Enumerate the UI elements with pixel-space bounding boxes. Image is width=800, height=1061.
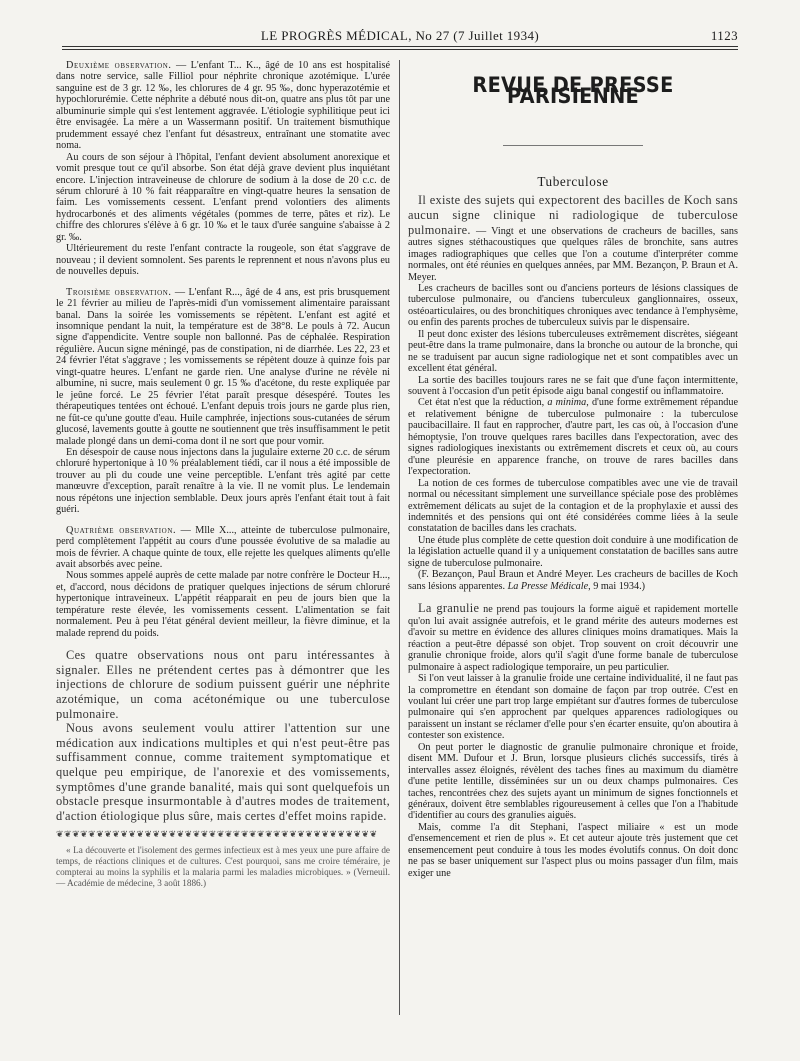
column-divider (399, 60, 400, 1015)
article-koch (408, 193, 738, 283)
article-reference (408, 569, 738, 592)
right-column (408, 60, 738, 879)
observation-label: Quatrième observation. (66, 524, 177, 536)
observation-text: — Mlle X..., atteinte de tuberculose pulmonaire, perd complètement l'appétit au cours d'une poussée évolutive de sa maladie au mois de février. A chaque quinte de toux, elle rejette les quelques aliments qu'elle avait absorbés avec peine. (56, 524, 390, 571)
subsection-title: Tuberculose (537, 173, 609, 189)
reference-journal: La Presse Médicale (507, 580, 589, 592)
article-text: ne prend pas toujours la forme aiguë et rapidement mortelle qu'on lui avait assignée autrefois, et le grand mérite des auteurs modernes est d'avoir su mettre en évidence des allures cliniques moins dramatiques. Mais la réaction a peut-être dépassé son objet. Trop souvent on croit découvrir une granulie chronique froide, alors qu'il s'agit d'une forme banale de tuberculose pulmonaire à aspect radiologique temporaire, un peu particulier. (408, 604, 738, 673)
article-lead: La granulie (418, 601, 480, 616)
ornament-divider: ❦❦❦❦❦❦❦❦❦❦❦❦❦❦❦❦❦❦❦❦❦❦❦❦❦❦❦❦❦❦❦❦❦❦❦❦❦❦❦❦ (56, 829, 378, 840)
article-granulie (408, 601, 738, 673)
article-p4: La sortie des bacilles toujours rares ne se fait que d'une façon intermittente, souvent à l'occasion d'un petit épisode aigu banal congestif ou inflammatoire. (408, 374, 738, 398)
observation-4-p2: Nous sommes appelé auprès de cette malade par notre confrère le Docteur H..., et, d'accord, nous décidons de pratiquer quelques injections de sérum chloruré hypertonique intraveineux. L'appétit réapparait en peu de jours bien que la température reste élevée, les vomissements cessent. L'alimentation se fait normalement. Peu à peu l'état général devient meilleur, la fièvre diminue, et la malade reprend du poids. (56, 570, 390, 639)
observation-text: — L'enfant R..., âgé de 4 ans, est pris brusquement le 21 février au milieu de l'après-midi d'un vomissement alimentaire paraissant banal. Dans la soirée les vomissements se répètent. L'enfant est agité et insomnique pendant la nuit, la température est de 38°8. Le pouls à 72. Aucun signe d'appendicite. Ventre souple non ballonné. Pas de céphalée. Respiration régulière. Aucun signe méningé, pas de constipation, ni de diarrhée. Les 22, 23 et 24 février l'état s'aggrave ; les vomissements se répètent douze à quinze fois par vingt-quatre heures. L'enfant ne garde rien. Une analyse d'urine ne révèle ni albumine, ni sucre, mais seulement 0 gr. 15 ‰ d'acétone, du reste expliquée par le jeûne forcé. Le 25 février l'état paraît presque désespéré. Toutes les thérapeutiques tentées ont échoué. L'enfant depuis trois jours ne garde plus rien, ne fût-ce qu'une goutte d'eau. Huile camphrée, injections sous-cutanées de sérum glucosé, lavements goutte à goutte ne soutiennent que très insuffisamment le petit malade plongé dans un demi-coma dont il ne sort que pour vomir. (56, 286, 390, 447)
header-rule-double (62, 49, 738, 50)
header-rule (62, 46, 738, 47)
article-text: Cet état n'est que la réduction, (418, 397, 548, 409)
observation-4 (56, 525, 390, 571)
observation-text: — L'enfant T... K.., âgé de 10 ans est hospitalisé dans notre service, salle Filliol pour néphrite chronique azotémique. L'urée sanguine est de 3 gr. 12 ‰, les chlorures de 4 gr. 95 ‰, donc hyperazotémie et hypochlorurémie. Cette néphrite a débuté nous dit-on, quatre ans plus tôt par une albuminurie simple qui s'est lentement aggravée. L'étiologie syphilitique peut ici être envisagée. La mère a un Wassermann positif. Un traitement bismuthique prudemment essayé chez l'enfant fut désastreux, entraînant une stomatite avec noma. (56, 60, 390, 152)
quote-text: « La découverte et l'isolement des germes infectieux est à mes yeux une pure affaire de temps, de réactions cliniques et de cultures. C'est pourquoi, sans me croire téméraire, je compterai au moins la syphilis et la malaria parmi les maladies microbiques. » (Verneuil. — Académie de médecine, 3 août 1886.) (56, 844, 390, 888)
article-italic: a minima (547, 397, 587, 409)
conclusion (56, 648, 390, 823)
page-number: 1123 (710, 28, 738, 43)
page-header (62, 28, 738, 48)
article-text: — Vingt et une observations de cracheurs de bacilles, sans autres signes stéthacoustiques que quelques râles de bronchite, sans autres images radiographiques que celles que l'on a coutume d'interpréter comme normales, ont été réunies en quelques années, par MM. Bezançon, P. Braun et A. Meyer. (408, 225, 738, 283)
observation-2 (56, 60, 390, 152)
observation-2-p3: Ultérieurement du reste l'enfant contracte la rougeole, son état s'aggrave de nouveau ; il devient somnolent. Ses parents le reprennent et nous n'avons plus eu de nouvelles depuis. (56, 243, 390, 278)
granulie-p4: Mais, comme l'a dit Stephani, l'aspect miliaire « est un mode d'ensemencement et rien de plus ». Et cet auteur ajoute très justement que cet ensemencement peut conduire à tous les modes évolutifs connus. On doit donc ne pas se baser uniquement sur l'aspect plus ou moins passager d'un film, mais exiger une (408, 821, 738, 879)
reference-date: , 9 mai 1934.) (588, 580, 646, 592)
reference-text: (F. Bezançon, Paul Braun et André Meyer. Les cracheurs de bacilles de Koch sans lésions apparentes. (408, 569, 738, 592)
article-text: , d'une forme extrêmement répandue et relativement bénigne de tuberculose pulmonaire : la tuberculose paucibacillaire. Il faut en rapprocher, d'autre part, les cas où, à l'occasion d'une hémoptysie, l'on trouve quelques rares bacilles dans l'expectoration, avec des signes radiologiques inexistants ou extrêmement discrets et ceux où, au cours d'une pleurésie en apparence franche, on trouve de rares bacilles dans l'expectoration. (408, 397, 738, 478)
observation-label: Deuxième observation. (66, 60, 172, 71)
article-p7: Une étude plus complète de cette question doit conduire à une modification de la législation actuelle quand il y a uniquement constatation de bacilles sans autre signe de tuberculose pulmonaire. (408, 534, 738, 569)
granulie-p3: On peut porter le diagnostic de granulie pulmonaire chronique et froide, disent MM. Dufour et J. Brun, lorsque plusieurs clichés successifs, tirés à intervalles assez éloignés, révèlent des taches fines au maximum du diamètre d'une petite lentille, disséminées sur un ou deux champs pulmonaires. Ces taches, rencontrées chez des sujets ayant un minimum de signes fonctionnels et généraux, doivent être semblables rigoureusement à celles que l'on a l'habitude d'identifier au cours des granulies aiguës. (408, 741, 738, 822)
observation-label: Troisième observation. (66, 286, 172, 298)
article-p5 (408, 397, 738, 477)
observation-2-p2: Au cours de son séjour à l'hôpital, l'enfant devient absolument anorexique et vomit presque tout ce qu'il absorbe. Son état déjà grave devient plus inquiétant encore. L'injection intraveineuse de chlorure de sodium à la dose de 20 c.c. de sérum chloruré à 10 % fait réapparaître en vingt-quatre heures la sensation de faim. Les vomissements cessent. L'enfant prend volontiers des aliments hydrocarbonés et des aliments végétales (pommes de terre, pâtes et riz). Le chiffre des chlorures s'élève à 6 gr. 10 ‰ et le taux d'urée sanguine s'abaisse à 2 gr. ‰. (56, 151, 390, 243)
article-p2: Les cracheurs de bacilles sont ou d'anciens porteurs de lésions classiques de tuberculose pulmonaire, ou d'anciens tuberculeux ganglionnaires, osseux, ostéoarticulaires, ou des bronchitiques chroniques avec tendance à l'emphysème, ou enfin des parents proches de tuberculeux suivis par le dispensaire. (408, 282, 738, 329)
observation-3 (56, 287, 390, 447)
journal-title: LE PROGRÈS MÉDICAL, No 27 (7 Juillet 1934) (260, 28, 540, 43)
verneuil-quote (56, 845, 390, 889)
left-column (56, 60, 390, 889)
article-lead: Il existe des sujets qui expectorent des bacilles de Koch sans aucun signe clinique ni radiologique de tuberculose pulmonaire. (408, 193, 738, 237)
observation-3-p2: En désespoir de cause nous injectons dans la jugulaire externe 20 c.c. de sérum chloruré hypertonique à 10 % préalablement tiédi, car il nous a été impossible de trouver au pli du coude une veine perceptible. L'enfant très agité par cette manœuvre d'exception, paraît renaître à la vie. Il ne vomit plus. Le lendemain nous répétons une injection semblable. Deux jours après l'enfant était tout à fait guéri. (56, 446, 390, 516)
granulie-p2: Si l'on veut laisser à la granulie froide une certaine individualité, il ne faut pas la compromettre en étendant son domaine de façon par trop outrée. C'est en voulant lui créer une part trop large empiétant sur d'autres formes de tuberculose pulmonaire qui s'en approchent par quelques apparences radiologiques ou paraissent un instant se réclamer d'elle pour s'en écarter ensuite, qu'on aboutira à contester son existence. (408, 673, 738, 742)
article-p6: La notion de ces formes de tuberculose compatibles avec une vie de travail normal ou nécessitant simplement une surveillance spéciale pose des problèmes extrêmement délicats au sujet de la contagion et de la prophylaxie et aussi des indemnités et des pensions qui ont été considérées comme liées à la seule constatation de bacilles dans les crachats. (408, 477, 738, 535)
article-p3: Il peut donc exister des lésions tuberculeuses extrêmement discrètes, siégeant peut-être dans la trame pulmonaire, dans la bronche ou autour de la bronche, qui ne se traduisent par aucun signe radiologique net et sont compatibles avec un excellent état général. (408, 328, 738, 375)
conclusion-p1: Ces quatre observations nous ont paru intéressantes à signaler. Elles ne prétendent certes pas à démontrer que les injections de chlorure de sodium puissent guérir une néphrite azotémique, un coma acétonémique ou une tuberculose pulmonaire. (56, 648, 390, 721)
conclusion-p2: Nous avons seulement voulu attirer l'attention sur une médication aux indications multiples et qui n'est peut-être pas suffisamment connue, comme traitement symptomatique et quelque peu empirique, de l'anorexie et des vomissements, symptômes d'une grande banalité, mais qui sont quelquefois un obstacle presque insurmontable à d'autres modes de traitement, d'action étiologique plus sûre, mais certes d'effet moins rapide. (56, 721, 390, 823)
section-title: REVUE DE PRESSE PARISIENNE (472, 73, 674, 109)
section-rule (503, 145, 643, 146)
